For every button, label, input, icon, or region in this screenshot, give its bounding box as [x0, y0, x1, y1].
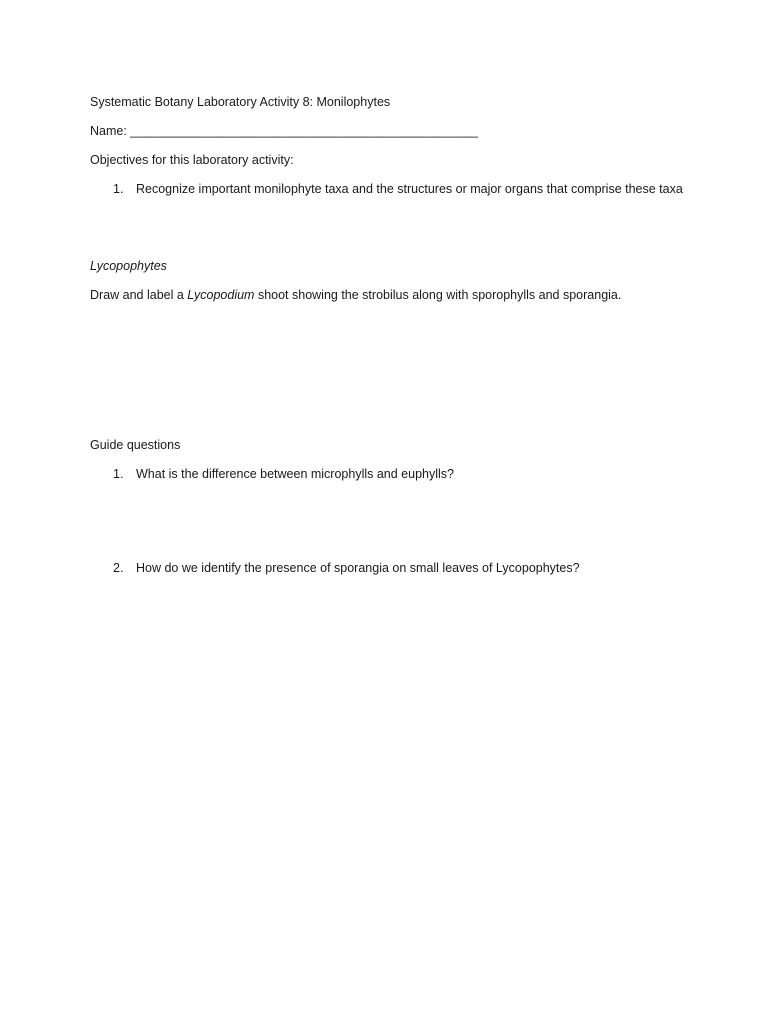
- list-item-text: Recognize important monilophyte taxa and the structures or major organs that comprise these taxa: [136, 182, 683, 196]
- draw-instruction: [90, 286, 621, 304]
- guide-questions-heading: Guide questions: [90, 438, 181, 452]
- list-item-number: 1.: [113, 182, 124, 196]
- list-item-number: 1.: [113, 467, 124, 481]
- list-item-text: What is the difference between microphylls and euphylls?: [136, 467, 454, 481]
- objectives-heading: Objectives for this laboratory activity:: [90, 153, 294, 167]
- section-heading: [90, 257, 167, 275]
- list-item-text: How do we identify the presence of sporangia on small leaves of Lycopophytes?: [136, 561, 580, 575]
- name-field-line: Name: __________________________________________________: [90, 124, 478, 138]
- draw-instruction-suffix: shoot showing the strobilus along with sporophylls and sporangia.: [254, 288, 622, 302]
- draw-instruction-prefix: Draw and label a: [90, 288, 188, 302]
- draw-instruction-genus: Lycopodium: [187, 288, 255, 302]
- section-heading-text: Lycopophytes: [90, 259, 167, 273]
- document-title: Systematic Botany Laboratory Activity 8: Monilophytes: [90, 95, 391, 109]
- list-item-number: 2.: [113, 561, 124, 575]
